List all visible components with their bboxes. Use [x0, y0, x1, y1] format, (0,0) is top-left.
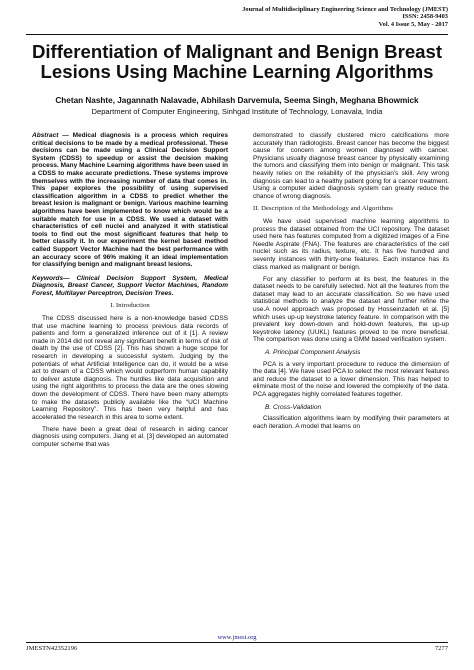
footer-url[interactable]: www.jmest.org: [217, 634, 257, 641]
intro-paragraph-2-continued: demonstrated to classify clustered micro calcifications more accurately than radiologists. Breast cancer has become the biggest cause for concern among women diagnosed with cancer. Physicians usually diagnose breast cancer by physically examining the tumors and classifying them into benign or malignant. This task heavily relies on the reliability of the physician’s skill. Any wrong diagnosis can lead to a healthy patient going for a cancer treatment. Using a computer aided diagnosis system can greatly reduce the chance of wrong diagnosis.: [253, 132, 449, 200]
footer-paper-id: JMESTN42352196: [26, 645, 78, 652]
header-rule: [26, 34, 448, 35]
abstract-lead: Abstract: [32, 132, 59, 139]
footer-page-number: 7277: [434, 645, 448, 652]
journal-volume: Vol. 4 Issue 5, May - 2017: [378, 20, 448, 28]
intro-paragraph-1: The CDSS discussed here is a non-knowledge based CDSS that use machine learning to process previous data records of patients and form a generalized inference out of it [1]. A review made in 2014 did not reveal any significant benefit in terms of risk of death by the use of CDSS [2]. This has shown a huge scope for research in developing a successful system. Judging by the potentials of what Artificial Intelligence can do, it would be a wise act to dream of a CDSS which would outperform human capability to deliver astute diagnosis. The hurdles like data acquisition and using the right algorithms to process the data are the ones slowing down the development of CDSS. There have been many attempts to make the datasets publicly available like the “UCI Machine Learning Repository”. This has been very helpful and has accelerated the research in this area to some extent.: [32, 315, 228, 421]
paper-title: Differentiation of Malignant and Benign Breast Lesions Using Machine Learning Algorithms: [31, 41, 443, 82]
keywords: Keywords— Clinical Decision Support System, Medical Diagnosis, Breast Cancer, Support Vector Machines, Random Forest, Multilayer Perceptron, Decision Trees.: [32, 274, 228, 297]
subsection-heading-cross-validation: B. Cross-Validation: [265, 403, 322, 411]
left-column: [32, 132, 228, 453]
journal-header: [242, 6, 448, 28]
right-column: [253, 132, 449, 435]
pca-paragraph: PCA is a very important procedure to reduce the dimension of the data [4]. We have used PCA to select the most relevant features and reduce the dataset to a lower dimension. This has helped to eliminate most of the noise and lowered the complexity of the data. PCA aggregates highly correlated features together.: [253, 360, 449, 398]
section-heading-methodology: II. Description of the Methodology and Algorithms: [253, 205, 393, 213]
method-paragraph-2: For any classifier to perform at its best, the features in the dataset needs to be carefully selected. Not all the features from the dataset may lead to an accurate classification. So we have used statistical methods to analyze the dataset and further refine the use.A novel approach was proposed by Hosseinzadeh et al. [5] which uses up-up keystroke latency feature. In comparison with the prevalent key down-down and hold-down features, the up-up keystroke latency (UUKL) features proved to be more beneficial. The comparison was done using a GMM based verification system.: [253, 275, 449, 344]
footer-rule: [26, 642, 448, 643]
abstract: [32, 132, 228, 269]
section-heading-introduction: I. Introduction: [110, 302, 150, 310]
paper-authors: Chetan Nashte, Jagannath Nalavade, Abhilash Darvemula, Seema Singh, Meghana Bhowmick: [55, 96, 419, 105]
method-paragraph-1: We have used supervised machine learning algorithms to process the dataset obtained from the UCI repository. The dataset used here has features computed from a digitized images of a Fine Needle Aspirate (FNA). The features are characteristics of the cell nuclei such as its radius, texture, etc. It has five hundred and seventy instances with thirty-one features. Each instance has its class marked as malignant or benign.: [253, 217, 449, 271]
paper-affiliation: Department of Computer Engineering, Sinhgad Institute of Technology, Lonavala, India: [91, 107, 383, 116]
subsection-heading-pca: A. Principal Component Analysis: [265, 348, 361, 356]
cv-paragraph: Classification algorithms learn by modifying their parameters at each iteration. A model that learns on: [253, 415, 449, 430]
journal-issn: ISSN: 2458-9403: [402, 13, 448, 21]
abstract-body: — Medical diagnosis is a process which requires critical decisions to be made by a medical professional. These decisions can be made using a Clinical Decision Support System (CDSS) to speedup or assist the decision making process. Many Machine Learning algorithms have been used in a CDSS to make accurate predictions. These systems improve themselves with the increasing number of data that comes in. This paper explores the possibility of using supervised classification algorithm in a CDSS to predict whether the breast lesion is malignant or benign. Various machine learning algorithms have been implemented to know which would be a suitable match for use in a CDSS. We used a dataset with characteristics of cell nuclei and analyzed it with statistical tools to find out the most significant features that help to better classify it. In our experiment the kernel based method called Support Vector Machine had the best performance with an accuracy score of 96% making it an ideal implementation for classifying benign and malignant breast lesions.: [32, 132, 228, 269]
intro-paragraph-2-start: There have been a great deal of research in aiding cancer diagnosis using computers. Jiang et al. [3] developed an automated computer scheme that was: [32, 425, 228, 449]
journal-name: Journal of Multidisciplinary Engineering Science and Technology (JMEST): [242, 6, 448, 13]
